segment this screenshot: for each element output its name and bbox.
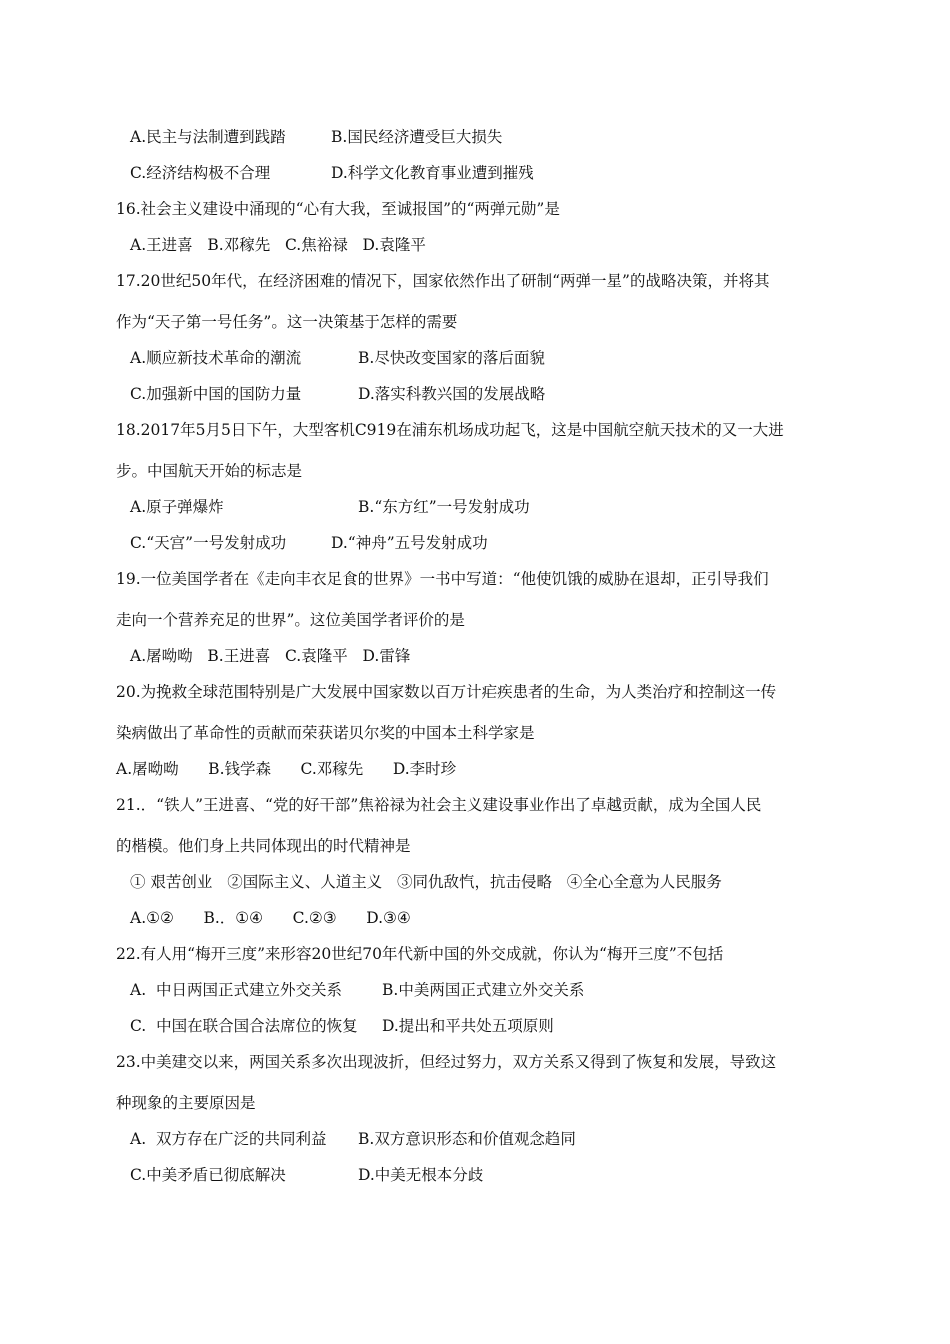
q21-options: A.①② B.．①④ C.②③ D.③④ (130, 909, 411, 927)
q15-option-d: D.科学文化教育事业遭到摧残 (331, 164, 534, 182)
q15-option-b: B.国民经济遭受巨大损失 (331, 128, 503, 146)
q16-options: A.王进喜 B.邓稼先 C.焦裕禄 D.袁隆平 (130, 236, 426, 254)
q17-stem-line2: 作为“天子第一号任务”。这一决策基于怎样的需要 (116, 313, 458, 331)
q18-option-b: B.“东方红”一号发射成功 (358, 498, 530, 516)
q17-option-a: A.顺应新技术革命的潮流 (130, 349, 302, 367)
q19-stem-line2: 走向一个营养充足的世界”。这位美国学者评价的是 (116, 611, 465, 629)
q16-stem: 16.社会主义建设中涌现的“心有大我，至诚报国”的“两弹元勋”是 (116, 200, 560, 218)
q18-option-a: A.原子弹爆炸 (130, 498, 224, 516)
q17-stem-line1: 17.20世纪50年代，在经济困难的情况下，国家依然作出了研制“两弹一星”的战略决策，并将其 (116, 272, 770, 290)
q21-items: ① 艰苦创业 ②国际主义、人道主义 ③同仇敌忾，抗击侵略 ④全心全意为人民服务 (130, 873, 722, 891)
q20-stem-line1: 20.为挽救全球范围特别是广大发展中国家数以百万计疟疾患者的生命，为人类治疗和控制这一传 (116, 683, 777, 701)
q18-stem-line1: 18.2017年5月5日下午，大型客机C919在浦东机场成功起飞，这是中国航空航天技术的又一大进 (116, 421, 784, 439)
q15-option-a: A.民主与法制遭到践踏 (130, 128, 286, 146)
q23-stem-line1: 23.中美建交以来，两国关系多次出现波折，但经过努力，双方关系又得到了恢复和发展，导致这 (116, 1053, 777, 1071)
q18-option-d: D.“神舟”五号发射成功 (331, 534, 488, 552)
q22-option-a: A. 中日两国正式建立外交关系 (130, 981, 342, 999)
q22-stem: 22.有人用“梅开三度”来形容20世纪70年代新中国的外交成就，你认为“梅开三度”不包括 (116, 945, 724, 963)
q18-option-c: C.“天宫”一号发射成功 (130, 534, 287, 552)
q22-option-c: C. 中国在联合国合法席位的恢复 (130, 1017, 358, 1035)
q18-stem-line2: 步。中国航天开始的标志是 (116, 462, 303, 480)
q20-stem-line2: 染病做出了革命性的贡献而荣获诺贝尔奖的中国本土科学家是 (116, 724, 535, 742)
q17-option-d: D.落实科教兴国的发展战略 (358, 385, 546, 403)
q20-options: A.屠呦呦 B.钱学森 C.邓稼先 D.李时珍 (116, 760, 457, 778)
q23-stem-line2: 种现象的主要原因是 (116, 1094, 256, 1112)
q23-option-a: A. 双方存在广泛的共同利益 (130, 1130, 327, 1148)
q15-option-c: C.经济结构极不合理 (130, 164, 271, 182)
q23-option-c: C.中美矛盾已彻底解决 (130, 1166, 286, 1184)
q22-option-d: D.提出和平共处五项原则 (382, 1017, 554, 1035)
q17-option-b: B.尽快改变国家的落后面貌 (358, 349, 545, 367)
q19-stem-line1: 19.一位美国学者在《走向丰衣足食的世界》一书中写道：“他使饥饿的威胁在退却，正引导我们 (116, 570, 769, 588)
q21-stem-line1: 21.．“铁人”王进喜、“党的好干部”焦裕禄为社会主义建设事业作出了卓越贡献，成为全国人民 (116, 796, 762, 814)
q22-option-b: B.中美两国正式建立外交关系 (382, 981, 585, 999)
q21-stem-line2: 的楷模。他们身上共同体现出的时代精神是 (116, 837, 411, 855)
q19-options: A.屠呦呦 B.王进喜 C.袁隆平 D.雷锋 (130, 647, 411, 665)
q23-option-b: B.双方意识形态和价值观念趋同 (358, 1130, 576, 1148)
q17-option-c: C.加强新中国的国防力量 (130, 385, 302, 403)
q23-option-d: D.中美无根本分歧 (358, 1166, 484, 1184)
